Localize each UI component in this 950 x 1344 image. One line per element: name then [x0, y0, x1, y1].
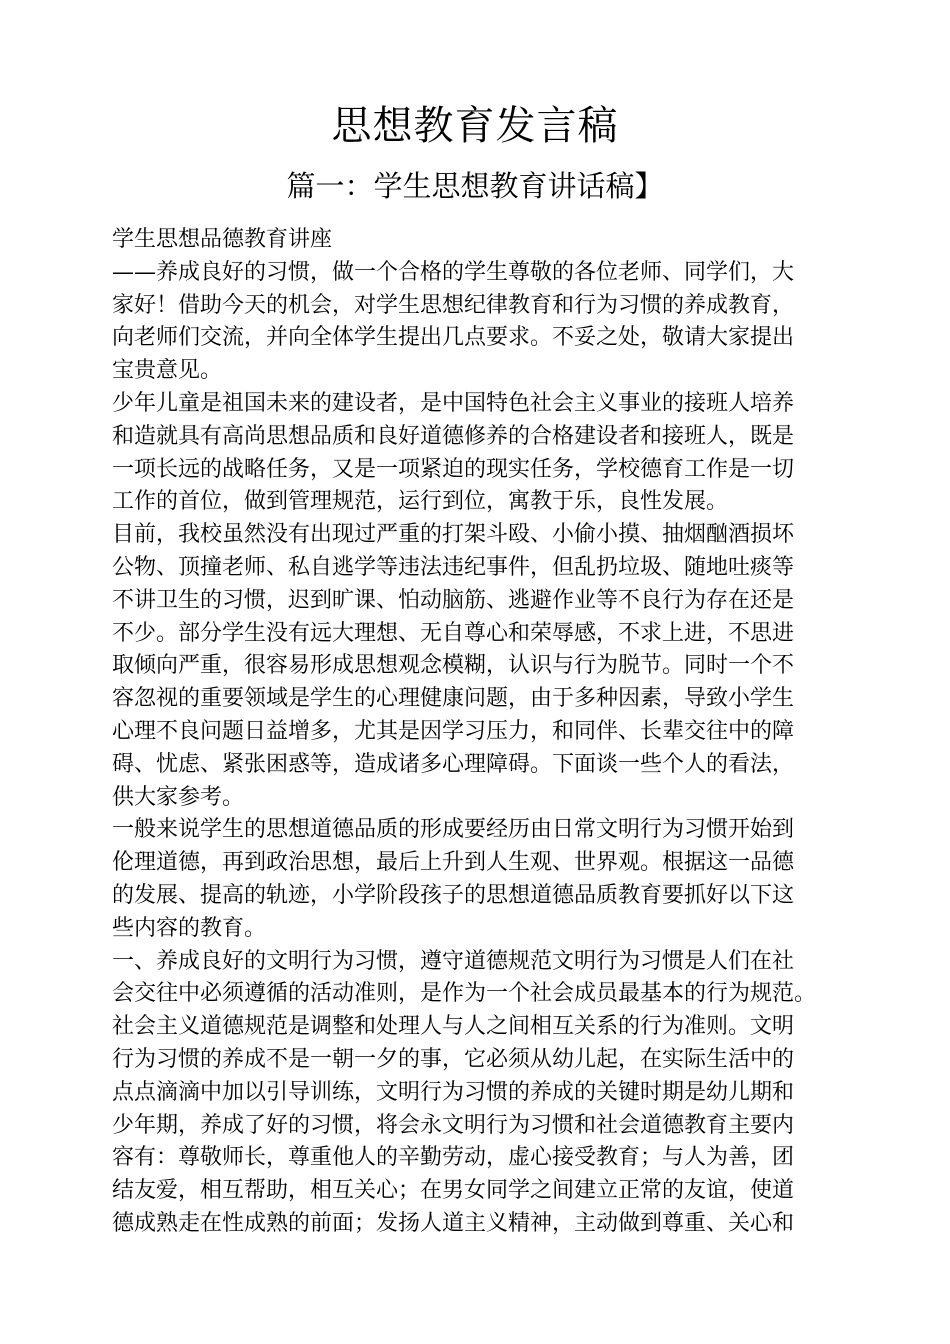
text-line: 学生思想品德教育讲座: [112, 227, 333, 252]
text-line: 向老师们交流，并向全体学生提出几点要求。不妥之处，敬请大家提出: [112, 325, 795, 351]
text-line: 会交往中必须遵循的活动准则，是作为一个社会成员最基本的行为规范。: [112, 981, 817, 1007]
text-line: 少年期，养成了好的习惯，将会永文明行为习惯和社会道德教育主要内: [112, 1112, 795, 1138]
text-line: 宝贵意见。: [112, 358, 223, 384]
text-line: 些内容的教育。: [112, 915, 267, 941]
text-line: 一、养成良好的文明行为习惯，遵守道德规范文明行为习惯是人们在社: [112, 948, 795, 974]
text-line: 结友爱，相互帮助，相互关心；在男女同学之间建立正常的友谊，使道: [112, 1178, 795, 1204]
text-line: ——养成良好的习惯，做一个合格的学生尊敬的各位老师、同学们，大: [112, 259, 795, 285]
text-line: 不讲卫生的习惯，迟到旷课、怕动脑筋、逃避作业等不良行为存在还是: [112, 587, 795, 613]
text-line: 家好！借助今天的机会，对学生思想纪律教育和行为习惯的养成教育，: [112, 292, 795, 318]
text-line: 社会主义道德规范是调整和处理人与人之间相互关系的行为准则。文明: [112, 1014, 795, 1040]
document-title: 思想教育发言稿: [331, 103, 619, 149]
text-line: 行为习惯的养成不是一朝一夕的事，它必须从幼儿起，在实际生活中的: [112, 1046, 795, 1072]
text-line: 取倾向严重，很容易形成思想观念模糊，认识与行为脱节。同时一个不: [112, 653, 795, 679]
text-line: 一般来说学生的思想道德品质的形成要经历由日常文明行为习惯开始到: [112, 817, 795, 843]
text-line: 心理不良问题日益增多，尤其是因学习压力，和同伴、长辈交往中的障: [112, 718, 795, 744]
text-line: 碍、忧虑、紧张困惑等，造成诸多心理障碍。下面谈一些个人的看法，: [112, 751, 795, 777]
text-line: 容有：尊敬师长，尊重他人的辛勤劳动，虚心接受教育；与人为善，团: [112, 1145, 795, 1171]
text-line: 容忽视的重要领域是学生的心理健康问题，由于多种因素，导致小学生: [112, 686, 795, 712]
text-line: 点点滴滴中加以引导训练，文明行为习惯的养成的关键时期是幼儿期和: [112, 1079, 795, 1105]
document-subtitle: 篇一：学生思想教育讲话稿】: [286, 169, 664, 203]
text-line: 不少。部分学生没有远大理想、无自尊心和荣辱感，不求上进，不思进: [112, 620, 795, 646]
text-line: 公物、顶撞老师、私自逃学等违法违纪事件，但乱扔垃圾、随地吐痰等: [112, 554, 795, 580]
text-line: 工作的首位，做到管理规范，运行到位，寓教于乐，良性发展。: [112, 489, 729, 515]
text-line: 伦理道德，再到政治思想，最后上升到人生观、世界观。根据这一品德: [112, 850, 795, 876]
text-line: 少年儿童是祖国未来的建设者，是中国特色社会主义事业的接班人培养: [112, 390, 795, 416]
text-line: 的发展、提高的轨迹，小学阶段孩子的思想道德品质教育要抓好以下这: [112, 882, 795, 908]
text-line: 供大家参考。: [112, 784, 245, 810]
document-body: [112, 224, 852, 1241]
text-line: 一项长远的战略任务，又是一项紧迫的现实任务，学校德育工作是一切: [112, 456, 795, 482]
text-line: 和造就具有高尚思想品质和良好道德修养的合格建设者和接班人，既是: [112, 423, 795, 449]
text-line: 目前，我校虽然没有出现过严重的打架斗殴、小偷小摸、抽烟酗酒损坏: [112, 522, 795, 548]
text-line: 德成熟走在性成熟的前面；发扬人道主义精神，主动做到尊重、关心和: [112, 1210, 795, 1236]
